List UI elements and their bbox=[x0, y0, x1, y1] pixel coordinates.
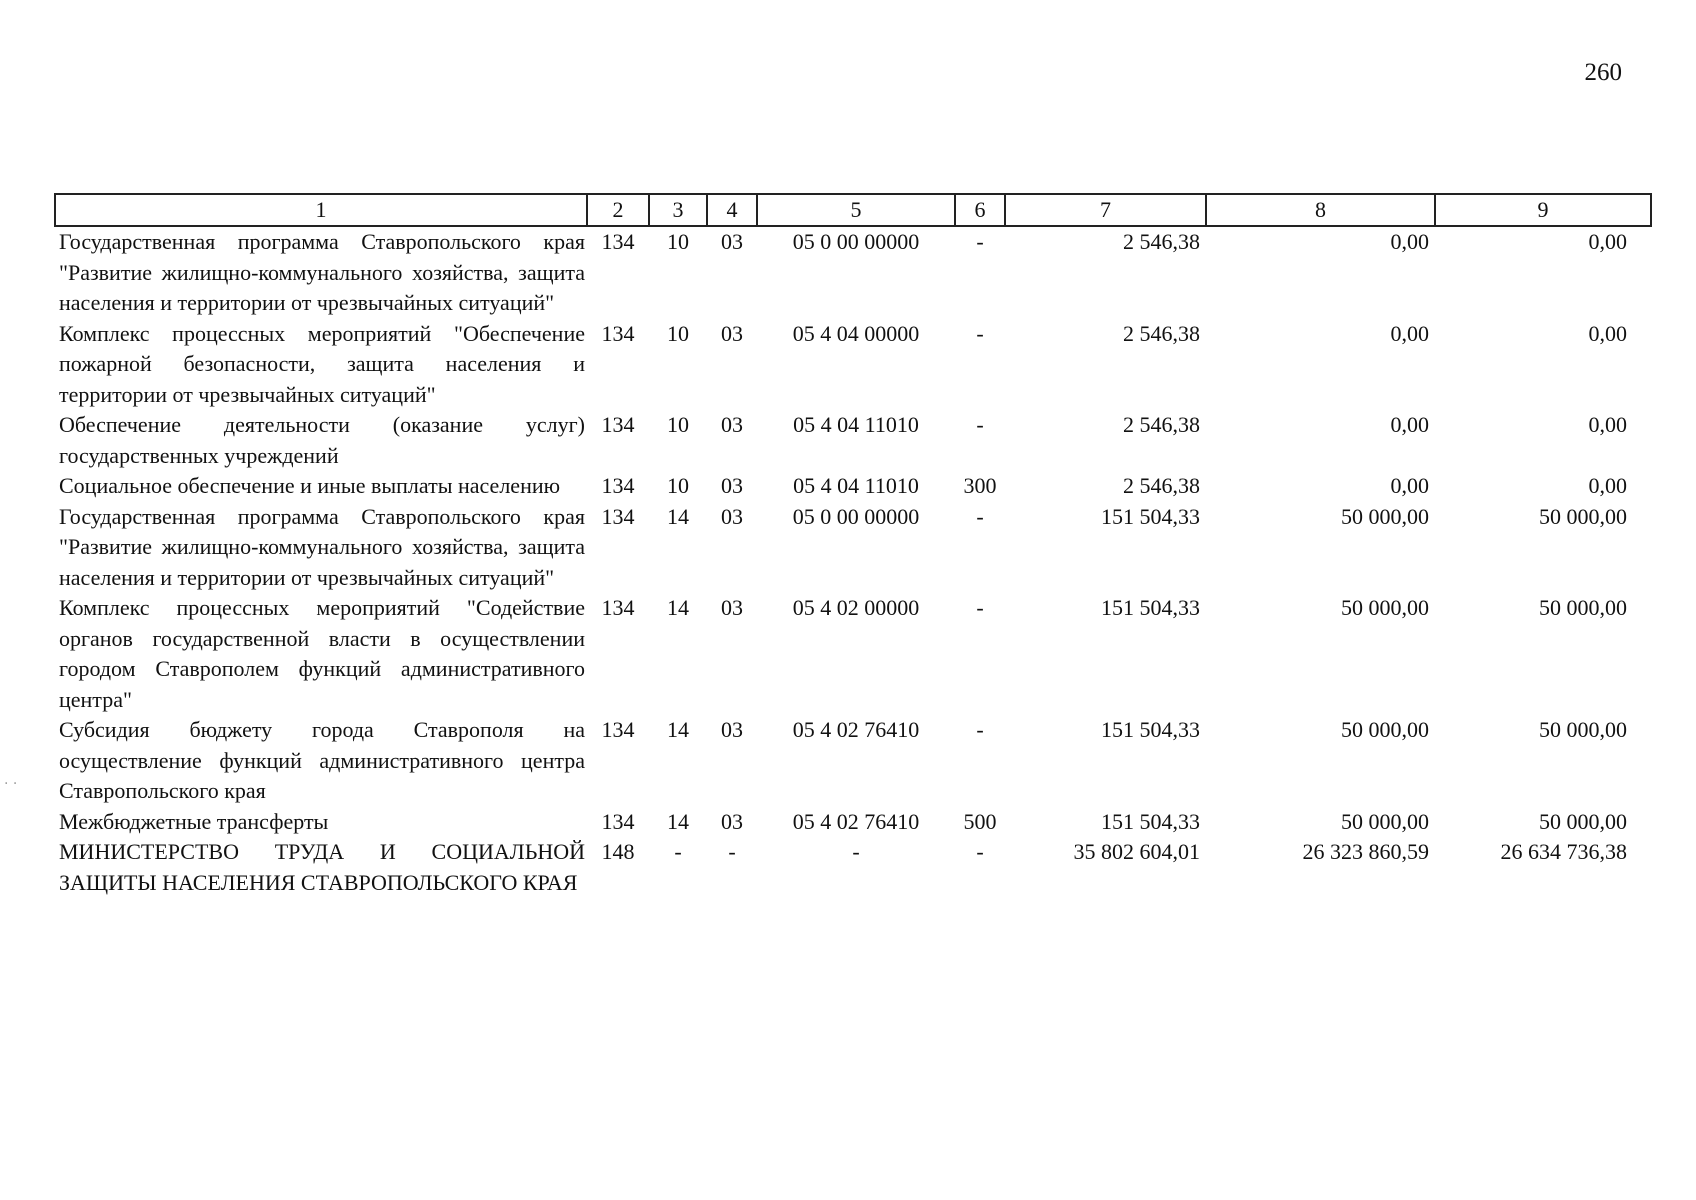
column-header: 7 bbox=[1005, 194, 1206, 226]
amount-col-7: 151 504,33 bbox=[1101, 503, 1200, 529]
amount-col-9: 50 000,00 bbox=[1539, 808, 1627, 834]
ministry-code: 148 bbox=[601, 839, 635, 864]
expense-type-code: - bbox=[976, 717, 984, 742]
expense-type-code: - bbox=[976, 229, 984, 254]
table-row bbox=[55, 410, 1651, 471]
ministry-code: 134 bbox=[601, 473, 635, 498]
subsection-code: 03 bbox=[721, 412, 743, 437]
table-row bbox=[55, 715, 1651, 807]
subsection-code: 03 bbox=[721, 503, 743, 529]
row-description: Межбюджетные трансферты bbox=[59, 808, 329, 834]
section-code: 10 bbox=[667, 320, 689, 346]
target-article-code: 05 0 00 00000 bbox=[792, 229, 920, 254]
expense-type-code: - bbox=[976, 595, 984, 620]
row-description: Государственная программа Ставропольского края "Развитие жилищно-коммунального хозяйства, защита населения и территории от чрезвычайных ситуаций" bbox=[59, 229, 585, 315]
section-code: 10 bbox=[667, 412, 689, 437]
table-row bbox=[55, 807, 1651, 838]
subsection-code: - bbox=[728, 839, 736, 864]
ministry-code: 134 bbox=[601, 717, 635, 742]
amount-col-9: 50 000,00 bbox=[1539, 717, 1627, 742]
expense-type-code: - bbox=[976, 412, 984, 437]
column-header: 3 bbox=[649, 194, 707, 226]
column-header: 5 bbox=[757, 194, 955, 226]
subsection-code: 03 bbox=[721, 473, 743, 498]
ministry-code: 134 bbox=[601, 320, 635, 346]
section-code: 14 bbox=[667, 808, 689, 834]
row-description: Государственная программа Ставропольского края "Развитие жилищно-коммунального хозяйства, защита населения и территории от чрезвычайных ситуаций" bbox=[59, 503, 585, 590]
column-header: 8 bbox=[1206, 194, 1435, 226]
ministry-code: 134 bbox=[601, 808, 635, 834]
section-code: 10 bbox=[667, 229, 689, 254]
row-description: Комплекс процессных мероприятий "Обеспечение пожарной безопасности, защита населения и территории от чрезвычайных ситуаций" bbox=[59, 320, 585, 407]
column-number-row bbox=[55, 194, 1651, 226]
table-row bbox=[55, 593, 1651, 715]
page-number: 260 bbox=[1584, 59, 1622, 86]
table-row bbox=[55, 319, 1651, 411]
column-header: 1 bbox=[55, 194, 587, 226]
amount-col-7: 2 546,38 bbox=[1123, 473, 1200, 498]
expense-type-code: 500 bbox=[963, 808, 997, 834]
column-header: 6 bbox=[955, 194, 1005, 226]
amount-col-9: 0,00 bbox=[1588, 473, 1627, 498]
table-row bbox=[55, 471, 1651, 502]
amount-col-8: 50 000,00 bbox=[1341, 717, 1429, 742]
amount-col-8: 26 323 860,59 bbox=[1302, 839, 1429, 864]
amount-col-7: 151 504,33 bbox=[1101, 717, 1200, 742]
target-article-code: 05 4 04 11010 bbox=[793, 473, 919, 498]
amount-col-9: 26 634 736,38 bbox=[1500, 839, 1627, 864]
target-article-code: 05 4 02 00000 bbox=[792, 595, 920, 620]
expense-type-code: - bbox=[976, 503, 984, 529]
ministry-code: 134 bbox=[601, 503, 635, 529]
column-header: 2 bbox=[587, 194, 649, 226]
amount-col-7: 35 802 604,01 bbox=[1073, 839, 1200, 864]
target-article-code: 05 0 00 00000 bbox=[792, 503, 920, 529]
subsection-code: 03 bbox=[721, 320, 743, 346]
amount-col-8: 0,00 bbox=[1390, 229, 1429, 254]
table-row bbox=[55, 226, 1651, 319]
column-header: 9 bbox=[1435, 194, 1651, 226]
amount-col-7: 151 504,33 bbox=[1101, 808, 1200, 834]
row-description: Субсидия бюджету города Ставрополя на осуществление функций административного центра Ставропольского края bbox=[59, 717, 585, 803]
amount-col-9: 0,00 bbox=[1588, 229, 1627, 254]
target-article-code: 05 4 04 00000 bbox=[792, 320, 920, 346]
target-article-code: 05 4 02 76410 bbox=[792, 808, 920, 834]
table-row bbox=[55, 837, 1651, 898]
table-row bbox=[55, 502, 1651, 594]
ministry-code: 134 bbox=[601, 595, 635, 620]
amount-col-9: 0,00 bbox=[1588, 412, 1627, 437]
amount-col-7: 2 546,38 bbox=[1123, 320, 1200, 346]
amount-col-8: 0,00 bbox=[1390, 412, 1429, 437]
amount-col-9: 50 000,00 bbox=[1539, 503, 1627, 529]
amount-col-8: 50 000,00 bbox=[1341, 808, 1429, 834]
subsection-code: 03 bbox=[721, 595, 743, 620]
ministry-code: 134 bbox=[601, 229, 635, 254]
section-code: 14 bbox=[667, 717, 689, 742]
section-code: 10 bbox=[667, 473, 689, 498]
amount-col-7: 2 546,38 bbox=[1123, 412, 1200, 437]
amount-col-9: 50 000,00 bbox=[1539, 595, 1627, 620]
row-description: Социальное обеспечение и иные выплаты населению bbox=[59, 473, 561, 498]
expense-type-code: - bbox=[976, 320, 984, 346]
scan-artifact: · · bbox=[4, 776, 18, 792]
amount-col-8: 50 000,00 bbox=[1341, 503, 1429, 529]
subsection-code: 03 bbox=[721, 717, 743, 742]
target-article-code: 05 4 04 11010 bbox=[793, 412, 919, 437]
row-description: Комплекс процессных мероприятий "Содействие органов государственной власти в осуществлении городом Ставрополем функций административного центра" bbox=[59, 595, 585, 712]
amount-col-7: 2 546,38 bbox=[1123, 229, 1200, 254]
section-code: 14 bbox=[667, 595, 689, 620]
amount-col-8: 0,00 bbox=[1390, 473, 1429, 498]
row-description: МИНИСТЕРСТВО ТРУДА И СОЦИАЛЬНОЙ ЗАЩИТЫ НАСЕЛЕНИЯ СТАВРОПОЛЬСКОГО КРАЯ bbox=[59, 839, 585, 895]
expense-type-code: - bbox=[976, 839, 984, 864]
ministry-code: 134 bbox=[601, 412, 635, 437]
budget-table bbox=[54, 193, 1652, 898]
row-description: Обеспечение деятельности (оказание услуг) государственных учреждений bbox=[59, 412, 585, 468]
column-header: 4 bbox=[707, 194, 757, 226]
section-code: - bbox=[674, 839, 682, 864]
amount-col-8: 50 000,00 bbox=[1341, 595, 1429, 620]
amount-col-9: 0,00 bbox=[1588, 320, 1627, 346]
expense-type-code: 300 bbox=[963, 473, 997, 498]
section-code: 14 bbox=[667, 503, 689, 529]
amount-col-7: 151 504,33 bbox=[1101, 595, 1200, 620]
amount-col-8: 0,00 bbox=[1390, 320, 1429, 346]
subsection-code: 03 bbox=[721, 229, 743, 254]
target-article-code: - bbox=[852, 839, 860, 864]
target-article-code: 05 4 02 76410 bbox=[792, 717, 920, 742]
subsection-code: 03 bbox=[721, 808, 743, 834]
